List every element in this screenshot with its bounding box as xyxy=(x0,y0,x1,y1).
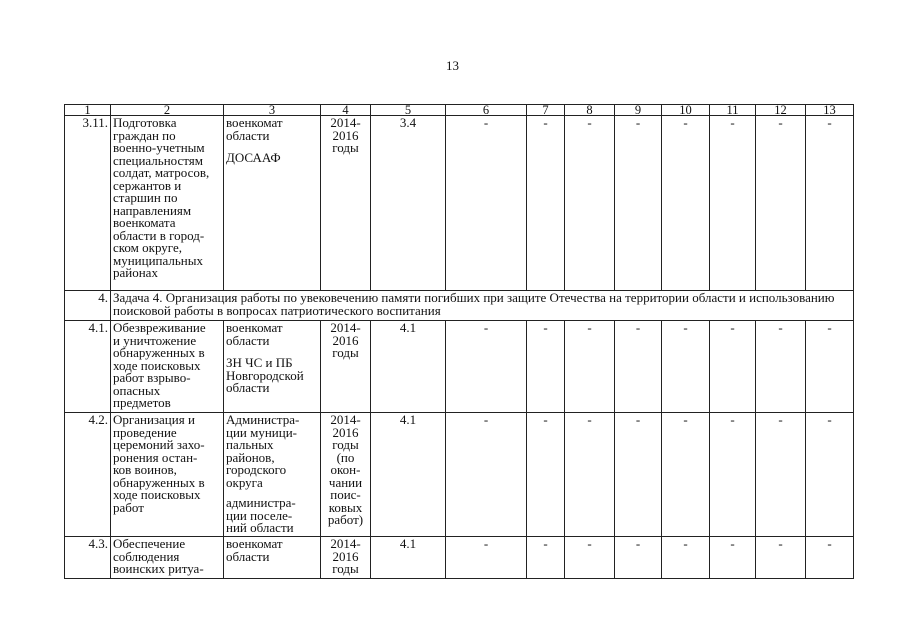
cell-line: администра- xyxy=(226,495,296,510)
cell-line: работ xyxy=(113,499,144,515)
funding-cell: - xyxy=(806,537,854,579)
executor-cell xyxy=(224,116,321,291)
cell-line: Организация и xyxy=(113,412,195,427)
cell-line: округа xyxy=(226,474,263,490)
row-number: 4.1. xyxy=(65,321,111,413)
row-number: 3.11. xyxy=(65,116,111,291)
cell-line: области xyxy=(226,127,270,143)
funding-cell: - xyxy=(615,116,662,291)
funding-cell: - xyxy=(615,537,662,579)
cell-line: 2016 xyxy=(332,127,359,143)
cell-line: и уничтожение xyxy=(113,332,197,348)
cell-line: работ взрыво- xyxy=(113,370,191,385)
column-number: 8 xyxy=(565,105,615,116)
column-number: 7 xyxy=(527,105,565,116)
cell-line: церемоний захо- xyxy=(113,437,205,452)
cell-line: соблюдения xyxy=(113,548,180,564)
cell-line: ний области xyxy=(226,520,294,535)
cell-line: военкомат xyxy=(226,320,283,335)
page-number: 13 xyxy=(446,58,459,73)
column-number: 3 xyxy=(224,105,321,116)
funding-cell: - xyxy=(710,413,756,537)
cell-line: опасных xyxy=(113,382,161,398)
cell-line: городского xyxy=(226,462,287,477)
activity-cell xyxy=(111,413,224,537)
funding-cell: - xyxy=(662,413,710,537)
task-text: Задача 4. Организация работы по увековечению памяти погибших при защите Отечества на территории области и использованию поисковой работы в вопросах патриотического воспитания xyxy=(111,291,854,321)
executor-cell xyxy=(224,413,321,537)
cell-line: ции поселе- xyxy=(226,507,293,523)
executor-cell xyxy=(224,321,321,413)
cell-line: сержантов и xyxy=(113,177,182,193)
period-cell xyxy=(321,116,371,291)
target-indicator-cell: 4.1 xyxy=(371,413,446,537)
cell-line: Новгородской xyxy=(226,367,304,383)
column-number: 4 xyxy=(321,105,371,116)
cell-line: (по xyxy=(336,449,355,465)
cell-line: ронения остан- xyxy=(113,449,198,465)
cell-line: Подготовка xyxy=(113,115,177,130)
period-cell xyxy=(321,321,371,413)
funding-cell: - xyxy=(527,537,565,579)
funding-cell: - xyxy=(565,537,615,579)
cell-line: районах xyxy=(113,265,158,280)
funding-cell: - xyxy=(446,413,527,537)
column-number: 5 xyxy=(371,105,446,116)
cell-line: ходе поисковых xyxy=(113,357,201,373)
funding-cell: - xyxy=(527,116,565,291)
cell-line: направлениям xyxy=(113,202,192,218)
funding-cell: - xyxy=(806,413,854,537)
program-table xyxy=(64,104,854,579)
funding-cell: - xyxy=(756,413,806,537)
cell-line: предметов xyxy=(113,395,171,410)
executor-secondary xyxy=(226,152,318,165)
task-number: 4. xyxy=(65,291,111,321)
table-row xyxy=(65,537,854,579)
cell-line: ции муници- xyxy=(226,424,298,440)
period-cell xyxy=(321,413,371,537)
column-number: 6 xyxy=(446,105,527,116)
task-row xyxy=(65,291,854,321)
cell-line: 2014- xyxy=(330,115,361,130)
cell-line: годы xyxy=(332,140,359,155)
target-indicator-cell: 4.1 xyxy=(371,537,446,579)
cell-line: окон- xyxy=(330,462,361,477)
cell-line: ЗН ЧС и ПБ xyxy=(226,355,293,370)
cell-line: годы xyxy=(332,437,359,452)
cell-line: области xyxy=(226,332,270,348)
cell-line: обнаруженных в xyxy=(113,345,205,360)
column-number: 10 xyxy=(662,105,710,116)
funding-cell: - xyxy=(806,321,854,413)
column-number: 1 xyxy=(65,105,111,116)
cell-line: проведение xyxy=(113,424,177,440)
period-cell xyxy=(321,537,371,579)
activity-cell xyxy=(111,116,224,291)
cell-line: области в город- xyxy=(113,227,205,243)
table-row xyxy=(65,321,854,413)
cell-line: 2016 xyxy=(332,332,359,348)
table-row xyxy=(65,116,854,291)
funding-cell: - xyxy=(710,116,756,291)
row-number: 4.3. xyxy=(65,537,111,579)
cell-line: ском округе, xyxy=(113,240,182,255)
funding-cell: - xyxy=(756,116,806,291)
funding-cell: - xyxy=(565,413,615,537)
activity-cell xyxy=(111,321,224,413)
cell-line: граждан по xyxy=(113,127,176,143)
cell-line: обнаруженных в xyxy=(113,474,205,490)
cell-line: 2014- xyxy=(330,536,361,551)
funding-cell: - xyxy=(565,321,615,413)
cell-line: Обезвреживание xyxy=(113,320,206,335)
funding-cell: - xyxy=(615,413,662,537)
cell-line: Администра- xyxy=(226,412,300,427)
cell-line: солдат, матросов, xyxy=(113,165,210,180)
header-row xyxy=(65,105,854,116)
cell-line: ДОСААФ xyxy=(226,150,281,165)
column-number: 9 xyxy=(615,105,662,116)
funding-cell: - xyxy=(446,321,527,413)
cell-line: военкомата xyxy=(113,215,176,230)
cell-line: ходе поисковых xyxy=(113,487,201,502)
cell-line: пальных xyxy=(226,437,274,452)
column-number: 11 xyxy=(710,105,756,116)
executor-secondary xyxy=(226,357,318,395)
cell-line: 2014- xyxy=(330,412,361,427)
funding-cell: - xyxy=(527,413,565,537)
executor-secondary xyxy=(226,497,318,535)
cell-line: годы xyxy=(332,345,359,360)
cell-line: военно-учетным xyxy=(113,140,205,155)
cell-line: области xyxy=(226,548,270,564)
column-number: 2 xyxy=(111,105,224,116)
funding-cell: - xyxy=(615,321,662,413)
cell-line: ковых xyxy=(328,499,363,515)
funding-cell: - xyxy=(662,537,710,579)
table-row xyxy=(65,413,854,537)
cell-line: чании xyxy=(328,474,363,490)
cell-line: ков воинов, xyxy=(113,462,177,477)
column-number: 12 xyxy=(756,105,806,116)
cell-line: старшин по xyxy=(113,190,178,205)
funding-cell: - xyxy=(756,537,806,579)
cell-line: 2016 xyxy=(332,424,359,440)
cell-line: области xyxy=(226,380,270,395)
funding-cell: - xyxy=(446,116,527,291)
funding-cell: - xyxy=(565,116,615,291)
funding-cell: - xyxy=(710,321,756,413)
cell-line: военкомат xyxy=(226,536,283,551)
cell-line: районов, xyxy=(226,449,275,465)
target-indicator-cell: 3.4 xyxy=(371,116,446,291)
funding-cell: - xyxy=(756,321,806,413)
cell-line: 2014- xyxy=(330,320,361,335)
row-number: 4.2. xyxy=(65,413,111,537)
cell-line: муниципальных xyxy=(113,252,204,268)
funding-cell: - xyxy=(662,321,710,413)
activity-cell xyxy=(111,537,224,579)
funding-cell: - xyxy=(527,321,565,413)
cell-line: поис- xyxy=(330,487,361,502)
funding-cell: - xyxy=(446,537,527,579)
target-indicator-cell: 4.1 xyxy=(371,321,446,413)
funding-cell: - xyxy=(806,116,854,291)
funding-cell: - xyxy=(662,116,710,291)
cell-line: военкомат xyxy=(226,115,283,130)
cell-line: Обеспечение xyxy=(113,536,186,551)
cell-line: работ) xyxy=(327,512,364,527)
executor-cell xyxy=(224,537,321,579)
cell-line: 2016 xyxy=(332,548,359,564)
cell-line: воинских ритуа- xyxy=(113,561,204,576)
funding-cell: - xyxy=(710,537,756,579)
cell-line: годы xyxy=(332,561,359,576)
column-number: 13 xyxy=(806,105,854,116)
cell-line: специальностям xyxy=(113,152,203,168)
